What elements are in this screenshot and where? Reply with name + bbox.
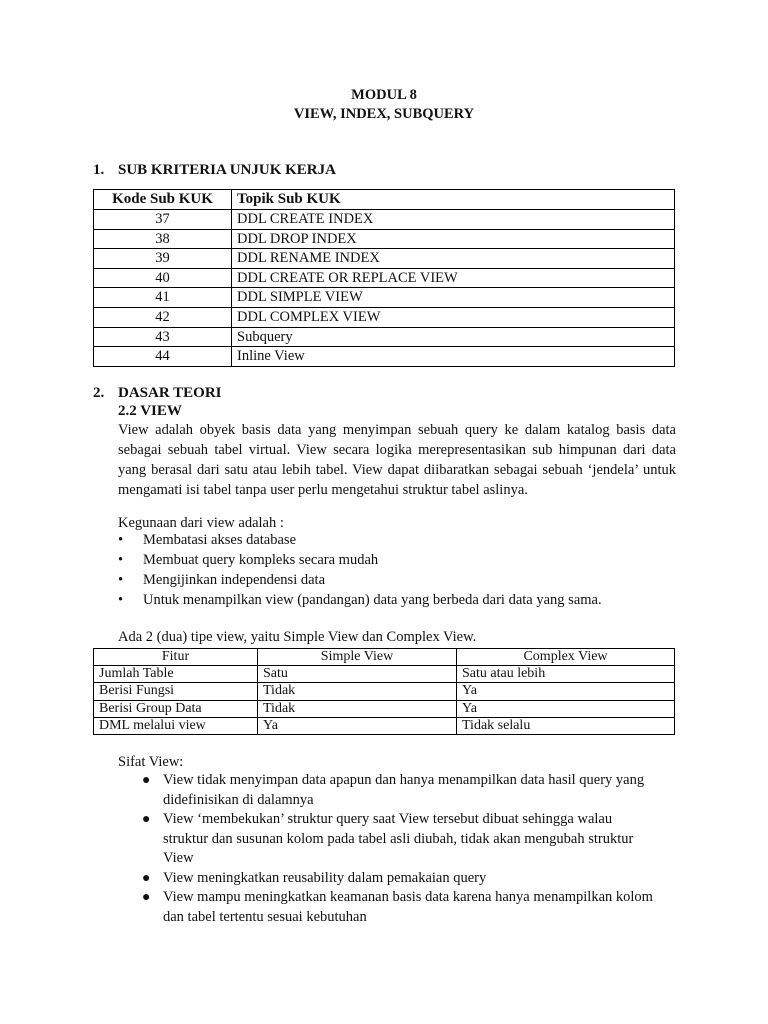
kuk-topic-cell: Subquery — [232, 327, 675, 347]
list-item — [118, 550, 678, 570]
list-item — [118, 590, 678, 610]
kuk-topic-cell: DDL SIMPLE VIEW — [232, 288, 675, 308]
bullet-icon: ● — [142, 870, 151, 886]
table-row — [94, 327, 675, 347]
document-subtitle: VIEW, INDEX, SUBQUERY — [293, 106, 475, 122]
list-item-text: View meningkatkan reusability dalam pemakaian query — [163, 869, 487, 886]
view-definition-paragraph: View adalah obyek basis data yang menyimpan sebuah query ke dalam katalog basis data sebagai sebuah tabel virtual. View secara logika merepresentasikan sub himpunan dari data yang berasal dari satu atau lebih tabel. View dapat diibaratkan sebagai sebuah ‘jendela’ untuk mengamati isi tabel tanpa user perlu mengetahui struktur tabel aslinya. — [118, 422, 676, 498]
compare-complex-cell: Tidak selalu — [457, 717, 675, 734]
compare-feature-cell: Berisi Fungsi — [94, 683, 258, 700]
compare-simple-cell: Tidak — [258, 700, 457, 717]
kuk-header-topic: Topik Sub KUK — [232, 190, 675, 210]
table-row — [94, 347, 675, 367]
kuk-code-cell: 37 — [94, 210, 232, 230]
kuk-code-cell: 43 — [94, 327, 232, 347]
compare-simple-cell: Satu — [258, 666, 457, 683]
kuk-header-code: Kode Sub KUK — [94, 190, 232, 210]
bullet-icon: • — [118, 552, 124, 568]
list-item — [138, 888, 658, 927]
bullet-icon: • — [118, 532, 124, 548]
list-item — [118, 530, 678, 550]
kuk-code-cell: 38 — [94, 229, 232, 249]
section1-number: 1. — [93, 162, 105, 178]
list-item-text: Membuat query kompleks secara mudah — [143, 552, 379, 568]
table-row — [94, 666, 675, 683]
list-item-text: View ‘membekukan’ struktur query saat View tersebut dibuat sehingga walau struktur dan susunan kolom pada tabel asli diubah, tidak akan mengubah struktur View — [163, 811, 634, 866]
compare-simple-cell: Tidak — [258, 683, 457, 700]
kuk-code-cell: 39 — [94, 249, 232, 269]
kuk-topic-cell: DDL RENAME INDEX — [232, 249, 675, 269]
list-item-text: Untuk menampilkan view (pandangan) data yang berbeda dari data yang sama. — [143, 592, 602, 608]
compare-feature-cell: Jumlah Table — [94, 666, 258, 683]
section2-heading: DASAR TEORI — [118, 385, 222, 401]
bullet-icon: ● — [142, 773, 151, 788]
kuk-topic-cell: DDL CREATE OR REPLACE VIEW — [232, 268, 675, 288]
list-item-text: View mampu meningkatkan keamanan basis data karena hanya menampilkan kolom dan tabel tertentu sesuai kebutuhan — [163, 889, 653, 925]
uses-list — [118, 530, 678, 610]
section1-heading: SUB KRITERIA UNJUK KERJA — [118, 162, 336, 178]
table-row — [94, 210, 675, 230]
properties-list — [138, 771, 658, 927]
list-item-text: Membatasi akses database — [143, 532, 297, 548]
compare-feature-cell: Berisi Group Data — [94, 700, 258, 717]
compare-header-complex: Complex View — [457, 649, 675, 666]
kuk-topic-cell: DDL CREATE INDEX — [232, 210, 675, 230]
bullet-icon: • — [118, 572, 124, 588]
kuk-table — [93, 189, 675, 367]
kuk-code-cell: 42 — [94, 307, 232, 327]
bullet-icon: ● — [142, 890, 151, 905]
compare-header-simple: Simple View — [258, 649, 457, 666]
view-comparison-table — [93, 648, 675, 735]
compare-header-feature: Fitur — [94, 649, 258, 666]
list-item — [118, 570, 678, 590]
compare-simple-cell: Ya — [258, 717, 457, 734]
table-row — [94, 683, 675, 700]
section2-subheading: 2.2 VIEW — [118, 403, 182, 419]
table-row — [94, 249, 675, 269]
table-row — [94, 700, 675, 717]
table-row — [94, 307, 675, 327]
kuk-topic-cell: Inline View — [232, 347, 675, 367]
kuk-table-header-row — [94, 190, 675, 210]
bullet-icon: • — [118, 592, 124, 608]
table-row — [94, 268, 675, 288]
kuk-topic-cell: DDL DROP INDEX — [232, 229, 675, 249]
kuk-topic-cell: DDL COMPLEX VIEW — [232, 307, 675, 327]
list-item — [138, 869, 658, 889]
kuk-code-cell: 40 — [94, 268, 232, 288]
uses-intro: Kegunaan dari view adalah : — [118, 515, 284, 531]
table-row — [94, 229, 675, 249]
list-item — [138, 771, 658, 810]
compare-complex-cell: Satu atau lebih — [457, 666, 675, 683]
table-row — [94, 288, 675, 308]
compare-feature-cell: DML melalui view — [94, 717, 258, 734]
kuk-code-cell: 41 — [94, 288, 232, 308]
properties-intro: Sifat View: — [118, 754, 184, 770]
types-intro: Ada 2 (dua) tipe view, yaitu Simple View dan Complex View. — [118, 629, 477, 645]
kuk-code-cell: 44 — [94, 347, 232, 367]
document-title: MODUL 8 — [351, 87, 417, 103]
list-item-text: Mengijinkan independensi data — [143, 572, 326, 588]
list-item — [138, 810, 658, 869]
compare-complex-cell: Ya — [457, 700, 675, 717]
compare-complex-cell: Ya — [457, 683, 675, 700]
list-item-text: View tidak menyimpan data apapun dan hanya menampilkan data hasil query yang didefinisikan di dalamnya — [163, 772, 645, 808]
section2-number: 2. — [93, 385, 105, 401]
compare-header-row — [94, 649, 675, 666]
bullet-icon: ● — [142, 812, 151, 827]
table-row — [94, 717, 675, 734]
